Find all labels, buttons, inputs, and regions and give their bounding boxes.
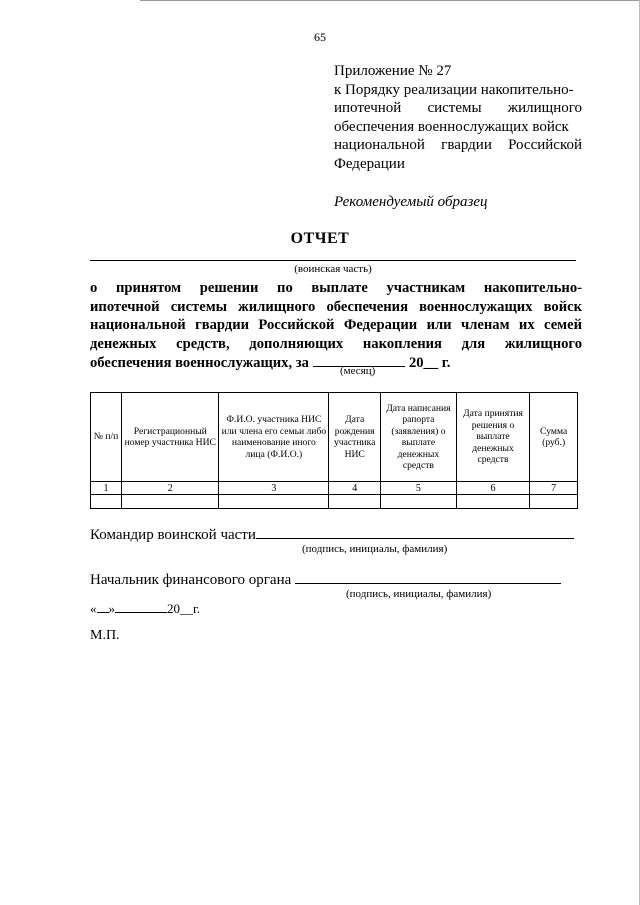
table-header-cell: Дата рождения участника НИС (329, 393, 381, 482)
table-header-cell: Дата написания рапорта (заявления) о выплате денежных средств (381, 393, 457, 482)
recommended-sample-label: Рекомендуемый образец (334, 194, 488, 210)
table-cell (219, 495, 329, 509)
finance-signature-line (295, 569, 561, 584)
subject-line: о принятом решении по выплате участникам накопительно- (90, 280, 582, 296)
commander-signature-line (256, 524, 574, 539)
month-blank-line (115, 600, 167, 613)
stamp-place: М.П. (90, 628, 120, 643)
table-header-row (91, 393, 578, 482)
page-number: 65 (314, 30, 326, 44)
table-cell (530, 495, 578, 509)
subject-line: денежных средств, дополняющих накопления для жилищного (90, 335, 582, 352)
table-header-cell: Ф.И.О. участника НИС или члена его семьи либо наименование иного лица (Ф.И.О.) (219, 393, 329, 482)
subject-year: 20__ г. (408, 355, 451, 372)
table-row (91, 495, 578, 509)
table-cell (381, 495, 457, 509)
subject-line: ипотечной системы жилищного обеспечения военнослужащих войск (90, 298, 582, 315)
month-caption: (месяц) (340, 365, 376, 377)
date-close-quote: » (108, 601, 115, 616)
annex-line: национальной гвардии Российской (334, 137, 582, 153)
date-open-quote: « (90, 601, 97, 616)
military-unit-blank-line (90, 260, 576, 261)
table-header-cell: Сумма (руб.) (530, 393, 578, 482)
table-header-cell: Регистрационный номер участника НИС (122, 393, 219, 482)
subject-last-prefix: обеспечения военнослужащих, за (90, 355, 309, 372)
subject-line: национальной гвардии Российской Федерации или членам их семей (90, 317, 582, 334)
commander-label: Командир воинской части (90, 527, 256, 543)
date-line (90, 600, 200, 617)
table-column-number: 6 (456, 482, 530, 495)
annex-line: Приложение № 27 (334, 63, 452, 79)
annex-line: Федерации (334, 155, 405, 172)
commander-signature-caption: (подпись, инициалы, фамилия) (302, 543, 448, 555)
table-column-number: 2 (122, 482, 219, 495)
day-blank-line (97, 600, 109, 613)
table-cell (456, 495, 530, 509)
scan-top-border (140, 0, 640, 1)
table-cell (122, 495, 219, 509)
table-column-number: 7 (530, 482, 578, 495)
finance-label: Начальник финансового органа (90, 572, 292, 588)
table-column-number: 4 (329, 482, 381, 495)
table-column-number: 5 (381, 482, 457, 495)
table-header-cell: № п/п (91, 393, 122, 482)
table-header-cell: Дата принятия решения о выплате денежных средств (456, 393, 530, 482)
annex-line: обеспечения военнослужащих войск (334, 118, 569, 135)
annex-block (334, 62, 582, 212)
finance-signature-caption: (подпись, инициалы, фамилия) (346, 588, 492, 600)
finance-signature-row (90, 569, 561, 589)
table-number-row (91, 482, 578, 495)
annex-line: ипотечной системы жилищного (334, 100, 582, 116)
table-column-number: 1 (91, 482, 122, 495)
date-year: 20__г. (167, 601, 201, 616)
annex-line: к Порядку реализации накопительно- (334, 81, 574, 98)
table-column-number: 3 (219, 482, 329, 495)
military-unit-caption: (воинская часть) (294, 263, 372, 275)
commander-signature-row (90, 524, 574, 544)
report-table (90, 392, 578, 509)
subject-line-last (90, 353, 582, 373)
table-cell (329, 495, 381, 509)
report-title: ОТЧЕТ (290, 230, 350, 247)
table-cell (91, 495, 122, 509)
report-subject (90, 279, 582, 373)
